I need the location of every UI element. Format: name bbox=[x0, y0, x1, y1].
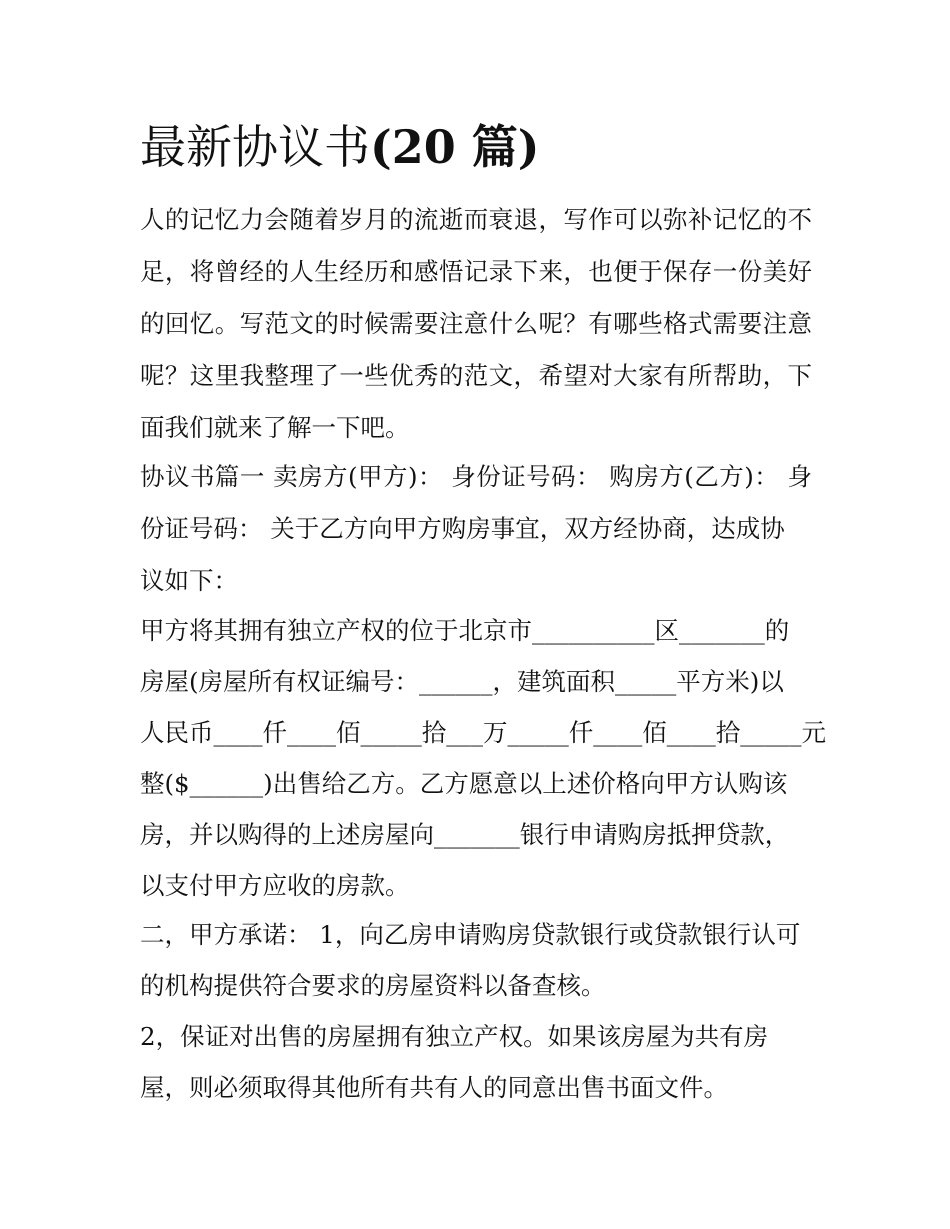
document-title bbox=[140, 112, 540, 182]
text-line: 的机构提供符合要求的房屋资料以备查核。 bbox=[140, 971, 606, 1000]
text-line: 二，甲方承诺： 1，向乙房申请购房贷款银行或贷款银行认可 bbox=[140, 920, 801, 949]
text-line: 协议书篇一 卖房方(甲方)： 身份证号码： 购房方(乙方)： 身 bbox=[140, 462, 812, 491]
text-line: 人民币____仟____佰_____拾___万_____仟____佰____拾_____元 bbox=[140, 718, 826, 747]
text-line: 的回忆。写范文的时候需要注意什么呢？有哪些格式需要注意 bbox=[140, 309, 812, 338]
title-main-text: 最新协议书 bbox=[140, 120, 370, 174]
text-line: 房屋(房屋所有权证编号：______，建筑面积_____平方米)以 bbox=[140, 667, 784, 696]
text-line: 屋，则必须取得其他所有共有人的同意出售书面文件。 bbox=[140, 1073, 728, 1102]
text-line: 份证号码： 关于乙方向甲方购房事宜，双方经协商，达成协 bbox=[140, 514, 785, 543]
text-line: 议如下： bbox=[140, 566, 238, 595]
title-paren-text: (20 篇) bbox=[370, 120, 540, 174]
text-line: 呢？这里我整理了一些优秀的范文，希望对大家有所帮助，下 bbox=[140, 361, 812, 390]
text-line: 面我们就来了解一下吧。 bbox=[140, 413, 410, 442]
text-line: 房，并以购得的上述房屋向_______银行申请购房抵押贷款， bbox=[140, 820, 790, 849]
text-line: 2，保证对出售的房屋拥有独立产权。如果该房屋为共有房 bbox=[140, 1022, 769, 1051]
text-line: 甲方将其拥有独立产权的位于北京市__________区_______的 bbox=[140, 616, 790, 645]
text-line: 整($______)出售给乙方。乙方愿意以上述价格向甲方认购该 bbox=[140, 769, 788, 798]
text-line: 人的记忆力会随着岁月的流逝而衰退，写作可以弥补记忆的不 bbox=[140, 205, 812, 234]
text-line: 足，将曾经的人生经历和感悟记录下来，也便于保存一份美好 bbox=[140, 257, 812, 286]
text-line: 以支付甲方应收的房款。 bbox=[140, 871, 410, 900]
